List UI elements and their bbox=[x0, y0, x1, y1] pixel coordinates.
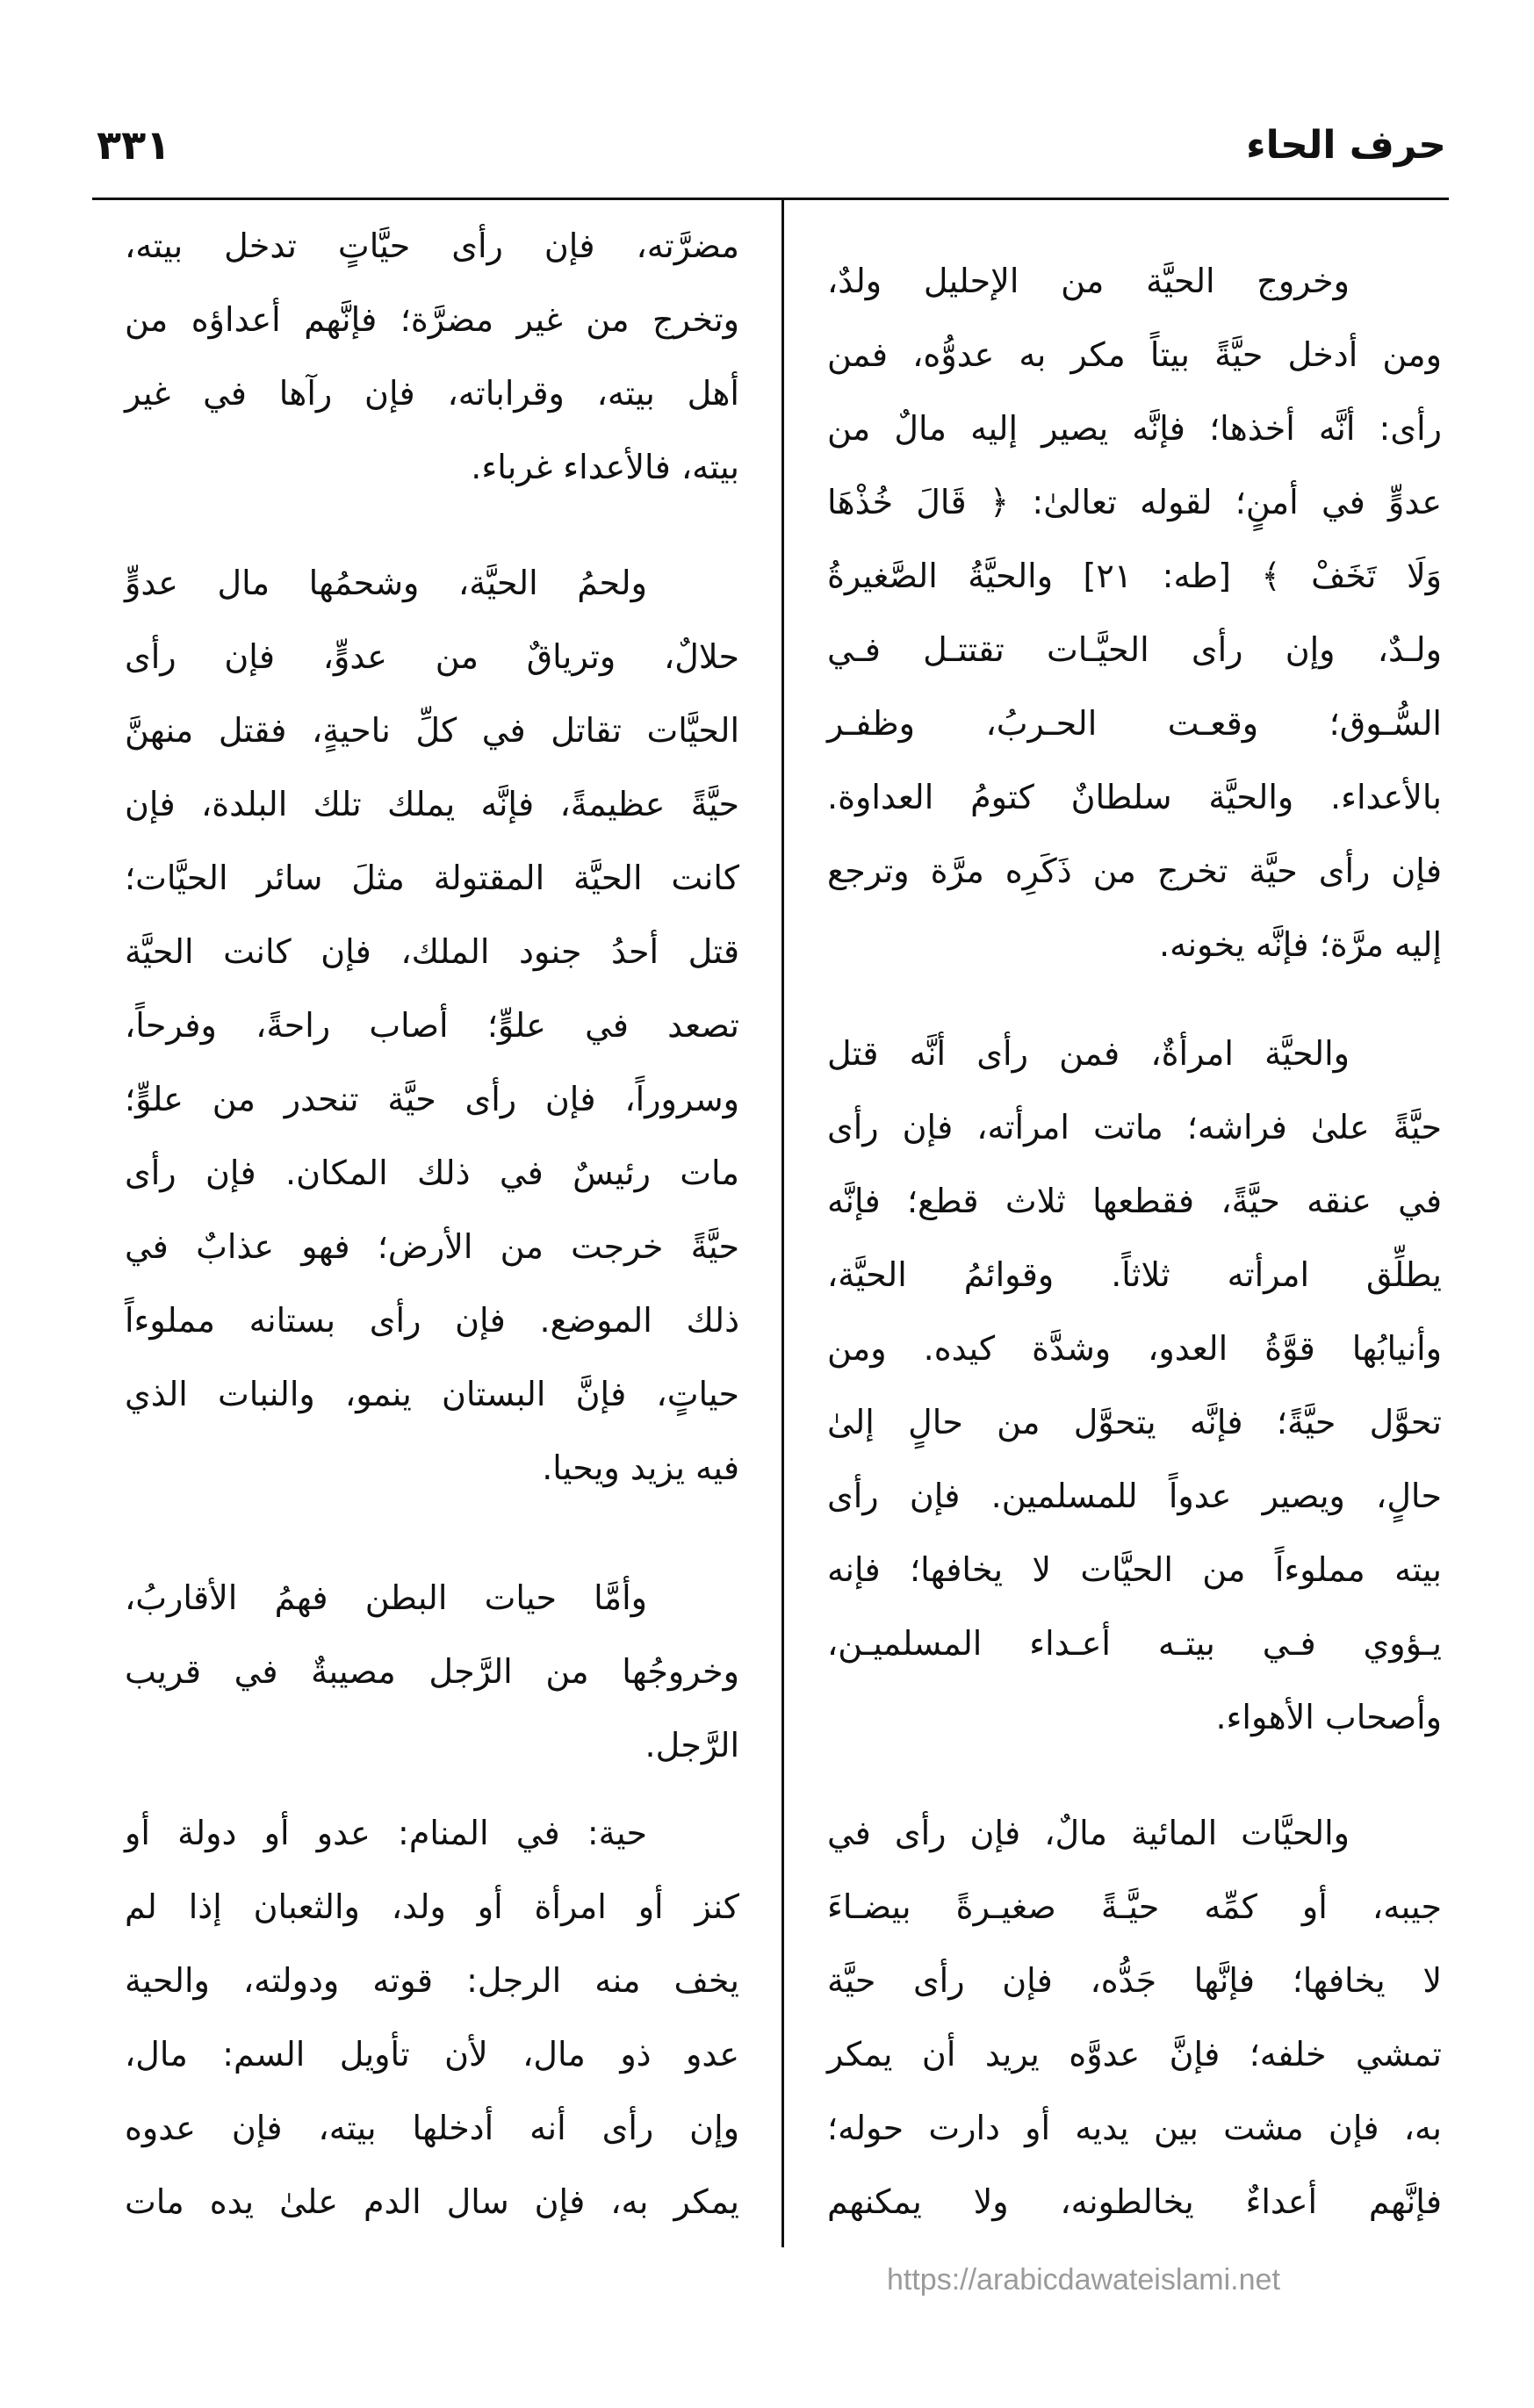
text-line: لا يخافها؛ فإنَّها جَدُّه، فإن رأى حيَّة bbox=[827, 1961, 1442, 2000]
text-line: يمكر به، فإن سال الدم علىٰ يده مات bbox=[125, 2182, 739, 2221]
text-line: تحوَّل حيَّةً؛ فإنَّه يتحوَّل من حالٍ إلىٰ bbox=[827, 1403, 1442, 1441]
text-line: يخف منه الرجل: قوته ودولته، والحية bbox=[125, 1961, 739, 2000]
paragraph bbox=[125, 209, 739, 504]
paragraph bbox=[827, 1017, 1442, 1754]
text-line: السُّـوق؛ وقعـت الحـربُ، وظفـر bbox=[827, 704, 1442, 743]
text-line: ولحمُ الحيَّة، وشحمُها مال عدوٍّ bbox=[125, 564, 647, 602]
column-divider bbox=[781, 200, 784, 2247]
text-line: حيَّةً علىٰ فراشه؛ ماتت امرأته، فإن رأى bbox=[827, 1108, 1442, 1146]
text-line: وسروراً، فإن رأى حيَّة تنحدر من علوٍّ؛ bbox=[125, 1080, 739, 1118]
text-line: رأى: أنَّه أخذها؛ فإنَّه يصير إليه مالٌ من bbox=[827, 409, 1442, 448]
text-line: والحيَّات المائية مالٌ، فإن رأى في bbox=[827, 1814, 1350, 1852]
text-line: فيه يزيد ويحيا. bbox=[542, 1448, 739, 1487]
text-line: الرَّجل. bbox=[645, 1726, 739, 1765]
text-line: تمشي خلفه؛ فإنَّ عدوَّه يريد أن يمكر bbox=[827, 2035, 1442, 2074]
text-line: تصعد في علوٍّ؛ أصاب راحةً، وفرحاً، bbox=[125, 1006, 739, 1045]
text-line: وأصحاب الأهواء. bbox=[1215, 1698, 1442, 1736]
text-line: بيته مملوءاً من الحيَّات لا يخافها؛ فإنه bbox=[827, 1550, 1442, 1589]
text-line: وتخرج من غير مضرَّة؛ فإنَّهم أعداؤه من bbox=[125, 300, 739, 339]
text-line: والحيَّة امرأةٌ، فمن رأى أنَّه قتل bbox=[827, 1034, 1350, 1073]
text-line: بالأعداء. والحيَّة سلطانٌ كتومُ العداوة. bbox=[827, 778, 1442, 816]
text-line: حالٍ، ويصير عدواً للمسلمين. فإن رأى bbox=[827, 1477, 1442, 1515]
text-line: وإن رأى أنه أدخلها بيته، فإن عدوه bbox=[125, 2109, 739, 2147]
paragraph bbox=[125, 1796, 739, 2239]
paragraph bbox=[827, 1796, 1442, 2239]
paragraph bbox=[125, 1561, 739, 1782]
watermark-url: https://arabicdawateislami.net bbox=[887, 2263, 1280, 2297]
text-line: ومن أدخل حيَّةً بيتاً مكر به عدوُّه، فمن bbox=[827, 335, 1442, 374]
text-line: به، فإن مشت بين يديه أو دارت حوله؛ bbox=[827, 2109, 1442, 2147]
text-line: قتل أحدُ جنود الملك، فإن كانت الحيَّة bbox=[125, 932, 739, 971]
text-line: وخروج الحيَّة من الإحليل ولدٌ، bbox=[827, 262, 1350, 300]
text-line: حياتٍ، فإنَّ البستان ينمو، والنبات الذي bbox=[125, 1375, 739, 1413]
text-line: في عنقه حيَّةً، فقطعها ثلاث قطع؛ فإنَّه bbox=[827, 1182, 1442, 1220]
text-line: وخروجُها من الرَّجل مصيبةٌ في قريب bbox=[125, 1652, 739, 1691]
text-line: إليه مرَّة؛ فإنَّه يخونه. bbox=[1159, 925, 1442, 964]
header-rule bbox=[92, 198, 1449, 200]
text-line: عدو ذو مال، لأن تأويل السم: مال، bbox=[125, 2035, 739, 2074]
text-line: حلالٌ، وترياقٌ من عدوٍّ، فإن رأى bbox=[125, 637, 739, 676]
text-line: حيَّةً خرجت من الأرض؛ فهو عذابٌ في bbox=[125, 1227, 739, 1266]
text-line: مضرَّته، فإن رأى حيَّاتٍ تدخل بيته، bbox=[125, 226, 739, 265]
running-header-title: حرف الحاء bbox=[1246, 123, 1446, 168]
text-line: فإنَّهم أعداءٌ يخالطونه، ولا يمكنهم bbox=[827, 2182, 1442, 2221]
text-line: يـؤوي فـي بيتـه أعـداء المسلميـن، bbox=[827, 1624, 1442, 1663]
text-line: كانت الحيَّة المقتولة مثلَ سائر الحيَّات؛ bbox=[125, 859, 739, 897]
text-line: الحيَّات تقاتل في كلِّ ناحيةٍ، فقتل منهنَّ bbox=[125, 711, 739, 750]
text-line: عدوٍّ في أمنٍ؛ لقوله تعالىٰ: ﴿ قَالَ خُذْهَا bbox=[827, 483, 1442, 521]
text-line: ذلك الموضع. فإن رأى بستانه مملوءاً bbox=[125, 1301, 739, 1340]
text-line: وأمَّا حيات البطن فهمُ الأقاربُ، bbox=[125, 1578, 647, 1617]
text-line: حية: في المنام: عدو أو دولة أو bbox=[125, 1814, 647, 1852]
paragraph bbox=[125, 546, 739, 1505]
text-line: أهل بيته، وقراباته، فإن رآها في غير bbox=[125, 374, 739, 413]
text-line: وأنيابُها قوَّةُ العدو، وشدَّة كيده. ومن bbox=[827, 1329, 1442, 1368]
text-line: جيبه، أو كمِّه حيَّـةً صغيـرةً بيضـاءَ bbox=[827, 1887, 1442, 1926]
text-line: ولـدٌ، وإن رأى الحيَّـات تقتتـل فـي bbox=[827, 630, 1442, 669]
text-line: فإن رأى حيَّة تخرج من ذَكَرِه مرَّة وترجع bbox=[827, 852, 1442, 890]
text-line: وَلَا تَخَفْ ﴾ [طه: ٢١] والحيَّةُ الصَّغيرةُ bbox=[827, 557, 1442, 595]
text-line: كنز أو امرأة أو ولد، والثعبان إذا لم bbox=[125, 1887, 739, 1926]
paragraph bbox=[827, 244, 1442, 981]
text-line: بيته، فالأعداء غرباء. bbox=[471, 448, 739, 486]
page-number: ٣٣١ bbox=[97, 121, 171, 169]
text-line: يطلِّق امرأته ثلاثاً. وقوائمُ الحيَّة، bbox=[827, 1255, 1442, 1294]
text-line: مات رئيسٌ في ذلك المكان. فإن رأى bbox=[125, 1154, 739, 1192]
text-line: حيَّةً عظيمةً، فإنَّه يملك تلك البلدة، فإن bbox=[125, 785, 739, 823]
